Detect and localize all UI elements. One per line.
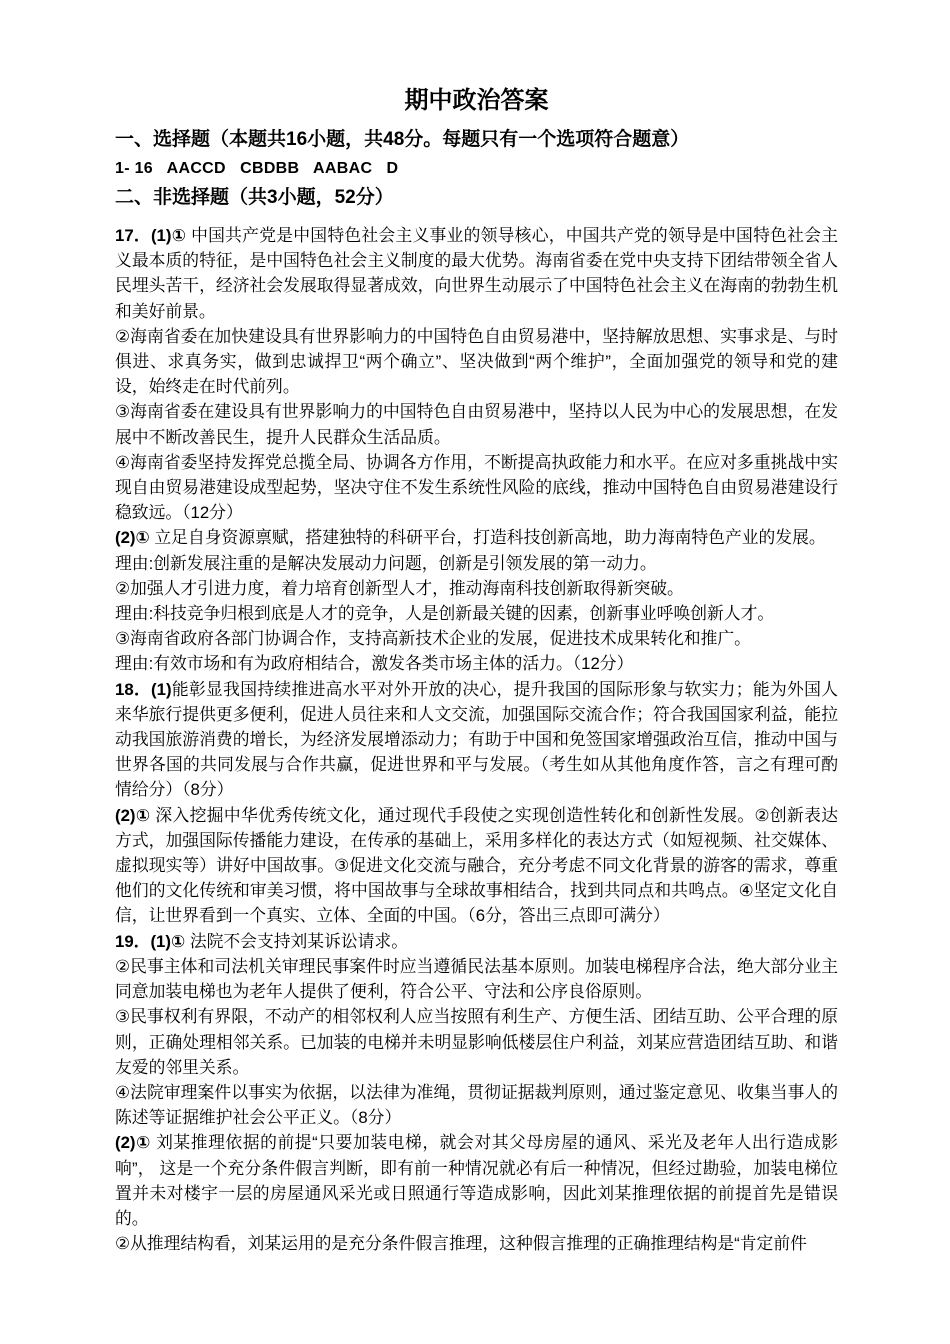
q17-2-point3-text: ③海南省政府各部门协调合作，支持高新技术企业的发展，促进技术成果转化和推广。 (115, 629, 751, 649)
q18-2-lead: (2)① (115, 805, 151, 825)
q17-2-point2 (115, 576, 838, 601)
section-2-heading-text: 二、非选择题（共3小题，52分） (115, 187, 394, 208)
q17-1-point4-text: ④海南省委坚持发挥党总揽全局、协调各方作用，不断提高执政能力和水平。在应对多重挑战中实现自由贸易港建设成型起势，坚决守住不发生系统性风险的底线，推动中国特色自由贸易港建设行稳致远。（12分） (115, 452, 838, 523)
q19-1-point1-lead: 19．(1)① (115, 931, 186, 951)
q19-1-point3 (115, 1004, 838, 1080)
q19-2-point1-text: 刘某推理依据的前提“只要加装电梯，就会对其父母房屋的通风、采光及老年人出行造成影响”， 这是一个充分条件假言判断，即有前一种情况就必有后一种情况，但经过勘验，加装电梯位置并未对楼宇一层的房屋通风采光或日照通行等造成影响，因此刘某推理依据的前提首先是错误的。 (115, 1133, 838, 1228)
q17-2-reason3 (115, 651, 838, 676)
q17-1-point3 (115, 399, 838, 449)
q19-1-point4 (115, 1080, 838, 1130)
q19-1-point2 (115, 954, 838, 1004)
q17-1-point1 (115, 223, 838, 324)
q19-1-point1-text: 法院不会支持刘某诉讼请求。 (185, 931, 408, 951)
q17-2-reason3-text: 理由:有效市场和有为政府相结合，激发各类市场主体的活力。（12分） (115, 654, 634, 674)
section-2-heading (115, 182, 838, 213)
q18-2 (115, 803, 838, 929)
section-1-heading-text: 一、选择题（本题共16小题，共48分。每题只有一个选项符合题意） (115, 129, 690, 150)
q19-1-point1 (115, 929, 838, 954)
q18-2-text: 深入挖掘中华优秀传统文化，通过现代手段使之实现创造性转化和创新性发展。②创新表达方式，加强国际传播能力建设，在传承的基础上，采用多样化的表达方式（如短视频、社交媒体、虚拟现实等）讲好中国故事。③促进文化交流与融合，充分考虑不同文化背景的游客的需求，尊重他们的文化传统和审美习惯，将中国故事与全球故事相结合，找到共同点和共鸣点。④坚定文化自信，让世界看到一个真实、立体、全面的中国。（6分，答出三点即可满分） (115, 805, 838, 926)
q17-1-point2-text: ②海南省委在加快建设具有世界影响力的中国特色自由贸易港中，坚持解放思想、实事求是、与时俱进、求真务实，做到忠诚捍卫“两个确立”、坚决做到“两个维护”，全面加强党的领导和党的建设，始终走在时代前列。 (115, 326, 838, 397)
q17-2-point2-text: ②加强人才引进力度，着力培育创新型人才，推动海南科技创新取得新突破。 (115, 578, 684, 598)
q17-2-point1 (115, 525, 838, 550)
section-1-heading (115, 124, 838, 155)
q17-2-point3 (115, 626, 838, 651)
q19-1-point4-text: ④法院审理案件以事实为依据，以法律为准绳，贯彻证据裁判原则，通过鉴定意见、收集当事人的陈述等证据维护社会公平正义。（8分） (115, 1082, 838, 1128)
q19-1-point3-text: ③民事权利有界限，不动产的相邻权利人应当按照有利生产、方便生活、团结互助、公平合理的原则，正确处理相邻关系。已加装的电梯并未明显影响低楼层住户利益，刘某应营造团结互助、和谐友爱的邻里关系。 (115, 1007, 838, 1077)
choice-answers-text: 1- 16 AACCD CBDBB AABAC D (115, 160, 399, 177)
q19-2-point2-text: ②从推理结构看，刘某运用的是充分条件假言推理，这种假言推理的正确推理结构是“肯定前件 (115, 1234, 807, 1254)
document-body (115, 124, 838, 1256)
q17-2-point1-text: 立足自身资源禀赋，搭建独特的科研平台，打造科技创新高地，助力海南特色产业的发展。 (149, 528, 826, 548)
q19-1-point2-text: ②民事主体和司法机关审理民事案件时应当遵循民法基本原则。加装电梯程序合法，绝大部分业主同意加装电梯也为老年人提供了便利，符合公平、守法和公序良俗原则。 (115, 956, 838, 1002)
q18-1-text: 能彰显我国持续推进高水平对外开放的决心，提升我国的国际形象与软实力；能为外国人来华旅行提供更多便利，促进人员往来和人文交流，加强国际交流合作；符合我国国家利益，能拉动我国旅游消费的增长，为经济发展增添动力；有助于中国和免签国家增强政治互信，推动中国与世界各国的共同发展与合作共赢，促进世界和平与发展。（考生如从其他角度作答，言之有理可酌情给分）（8分） (115, 679, 838, 800)
q18-1 (115, 677, 838, 803)
q19-2-point2 (115, 1231, 838, 1256)
q17-2-reason2-text: 理由:科技竞争归根到底是人才的竞争，人是创新最关键的因素，创新事业呼唤创新人才。 (115, 604, 775, 624)
q17-2-reason1-text: 理由:创新发展注重的是解决发展动力问题，创新是引领发展的第一动力。 (115, 553, 657, 573)
q17-1-point1-text: 中国共产党是中国特色社会主义事业的领导核心，中国共产党的领导是中国特色社会主义最本质的特征，是中国特色社会主义制度的最大优势。海南省委在党中央支持下团结带领全省人民埋头苦干，经济社会发展取得显著成效，向世界生动展示了中国特色社会主义在海南的勃勃生机和美好前景。 (115, 226, 838, 321)
q17-2-reason2 (115, 601, 838, 626)
q17-1-point2 (115, 324, 838, 400)
choice-answers (115, 155, 838, 182)
q17-1-point4 (115, 450, 838, 526)
q17-2-point1-lead: (2)① (115, 528, 150, 548)
q17-1-point3-text: ③海南省委在建设具有世界影响力的中国特色自由贸易港中，坚持以人民为中心的发展思想，在发展中不断改善民生，提升人民群众生活品质。 (115, 402, 838, 447)
q17-1-point1-lead: 17．(1)① (115, 226, 187, 245)
q17-2-reason1 (115, 551, 838, 576)
document-title: 期中政治答案 (404, 87, 549, 114)
q18-1-lead: 18．(1) (115, 679, 172, 699)
q19-2-point1-lead: (2)① (115, 1133, 151, 1153)
q19-2-point1 (115, 1130, 838, 1231)
